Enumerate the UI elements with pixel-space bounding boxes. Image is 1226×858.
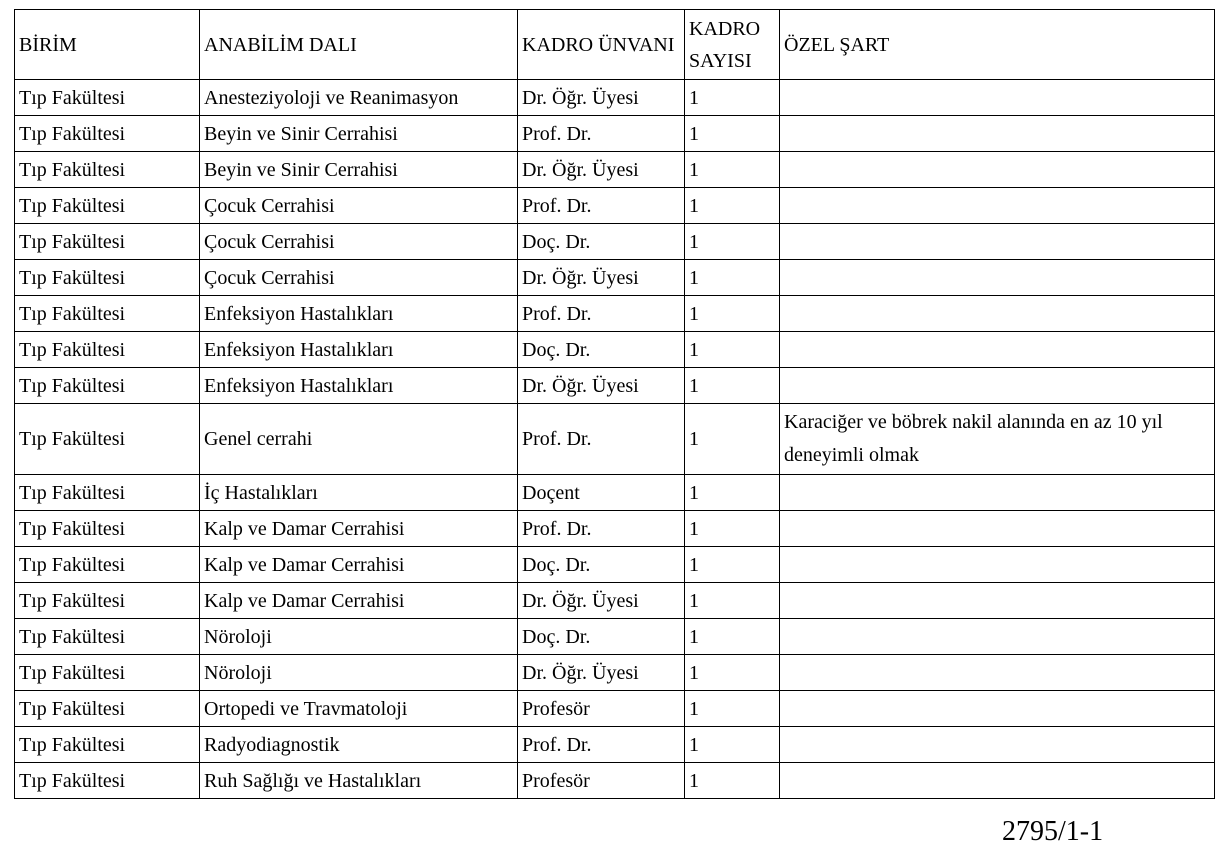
cell-kadro-sayisi: 1 <box>685 260 780 296</box>
cell-birim: Tıp Fakültesi <box>15 152 200 188</box>
table-row <box>15 188 1215 224</box>
table-body <box>15 80 1215 799</box>
cell-kadro-unvani: Dr. Öğr. Üyesi <box>518 583 685 619</box>
table-row <box>15 224 1215 260</box>
cell-kadro-unvani: Prof. Dr. <box>518 296 685 332</box>
table-header <box>15 10 1215 80</box>
table-row <box>15 80 1215 116</box>
cell-anabilim-dali: Kalp ve Damar Cerrahisi <box>200 547 518 583</box>
cell-birim: Tıp Fakültesi <box>15 511 200 547</box>
cell-anabilim-dali: Çocuk Cerrahisi <box>200 188 518 224</box>
cell-birim: Tıp Fakültesi <box>15 547 200 583</box>
cell-anabilim-dali: Nöroloji <box>200 655 518 691</box>
cell-ozel-sart: Karaciğer ve böbrek nakil alanında en az 10 yıl deneyimli olmak <box>780 404 1215 475</box>
cell-kadro-sayisi: 1 <box>685 80 780 116</box>
header-birim: BİRİM <box>15 10 200 80</box>
cell-anabilim-dali: Enfeksiyon Hastalıkları <box>200 368 518 404</box>
table-row <box>15 404 1215 475</box>
cell-kadro-unvani: Prof. Dr. <box>518 404 685 475</box>
cell-kadro-sayisi: 1 <box>685 475 780 511</box>
cell-kadro-sayisi: 1 <box>685 691 780 727</box>
cell-birim: Tıp Fakültesi <box>15 583 200 619</box>
header-anabilim-dali: ANABİLİM DALI <box>200 10 518 80</box>
cell-kadro-unvani: Dr. Öğr. Üyesi <box>518 655 685 691</box>
cell-ozel-sart <box>780 188 1215 224</box>
cell-birim: Tıp Fakültesi <box>15 368 200 404</box>
cell-kadro-sayisi: 1 <box>685 763 780 799</box>
table-row <box>15 260 1215 296</box>
cell-ozel-sart <box>780 80 1215 116</box>
cell-kadro-unvani: Prof. Dr. <box>518 188 685 224</box>
cell-birim: Tıp Fakültesi <box>15 763 200 799</box>
cell-ozel-sart <box>780 475 1215 511</box>
header-row <box>15 10 1215 80</box>
cell-kadro-sayisi: 1 <box>685 224 780 260</box>
cell-kadro-sayisi: 1 <box>685 188 780 224</box>
table-row <box>15 475 1215 511</box>
cell-kadro-unvani: Doç. Dr. <box>518 224 685 260</box>
cell-kadro-unvani: Dr. Öğr. Üyesi <box>518 80 685 116</box>
cell-kadro-sayisi: 1 <box>685 296 780 332</box>
cell-ozel-sart <box>780 296 1215 332</box>
cell-ozel-sart <box>780 547 1215 583</box>
cell-birim: Tıp Fakültesi <box>15 224 200 260</box>
cell-anabilim-dali: Enfeksiyon Hastalıkları <box>200 296 518 332</box>
header-ozel-sart: ÖZEL ŞART <box>780 10 1215 80</box>
document-number: 2795/1-1 <box>1002 816 1104 847</box>
cell-anabilim-dali: Radyodiagnostik <box>200 727 518 763</box>
table-row <box>15 763 1215 799</box>
cell-ozel-sart <box>780 691 1215 727</box>
cell-kadro-sayisi: 1 <box>685 511 780 547</box>
table-row <box>15 368 1215 404</box>
cell-kadro-unvani: Doç. Dr. <box>518 619 685 655</box>
cell-ozel-sart <box>780 655 1215 691</box>
cell-anabilim-dali: Ortopedi ve Travmatoloji <box>200 691 518 727</box>
cell-ozel-sart <box>780 727 1215 763</box>
cell-kadro-unvani: Dr. Öğr. Üyesi <box>518 152 685 188</box>
cell-kadro-sayisi: 1 <box>685 583 780 619</box>
cell-kadro-unvani: Doç. Dr. <box>518 547 685 583</box>
cell-birim: Tıp Fakültesi <box>15 404 200 475</box>
cell-kadro-sayisi: 1 <box>685 547 780 583</box>
cell-kadro-unvani: Prof. Dr. <box>518 116 685 152</box>
cell-anabilim-dali: Çocuk Cerrahisi <box>200 260 518 296</box>
cell-anabilim-dali: Genel cerrahi <box>200 404 518 475</box>
cell-anabilim-dali: Kalp ve Damar Cerrahisi <box>200 583 518 619</box>
cell-anabilim-dali: Nöroloji <box>200 619 518 655</box>
table-row <box>15 727 1215 763</box>
cell-ozel-sart <box>780 332 1215 368</box>
cell-kadro-unvani: Dr. Öğr. Üyesi <box>518 368 685 404</box>
table-row <box>15 691 1215 727</box>
cell-kadro-sayisi: 1 <box>685 619 780 655</box>
cell-anabilim-dali: Enfeksiyon Hastalıkları <box>200 332 518 368</box>
cell-kadro-sayisi: 1 <box>685 404 780 475</box>
cell-anabilim-dali: Ruh Sağlığı ve Hastalıkları <box>200 763 518 799</box>
cell-kadro-unvani: Prof. Dr. <box>518 511 685 547</box>
cell-kadro-unvani: Profesör <box>518 763 685 799</box>
cell-kadro-unvani: Prof. Dr. <box>518 727 685 763</box>
cell-birim: Tıp Fakültesi <box>15 332 200 368</box>
table-row <box>15 296 1215 332</box>
cell-ozel-sart <box>780 152 1215 188</box>
cell-kadro-unvani: Doç. Dr. <box>518 332 685 368</box>
cell-birim: Tıp Fakültesi <box>15 80 200 116</box>
cell-ozel-sart <box>780 763 1215 799</box>
cell-kadro-sayisi: 1 <box>685 332 780 368</box>
cell-anabilim-dali: Beyin ve Sinir Cerrahisi <box>200 116 518 152</box>
cell-ozel-sart <box>780 224 1215 260</box>
cell-anabilim-dali: Beyin ve Sinir Cerrahisi <box>200 152 518 188</box>
cell-kadro-sayisi: 1 <box>685 368 780 404</box>
cell-kadro-unvani: Profesör <box>518 691 685 727</box>
cell-ozel-sart <box>780 619 1215 655</box>
staff-position-table <box>14 9 1215 799</box>
cell-kadro-sayisi: 1 <box>685 152 780 188</box>
cell-ozel-sart <box>780 260 1215 296</box>
cell-birim: Tıp Fakültesi <box>15 655 200 691</box>
cell-anabilim-dali: Kalp ve Damar Cerrahisi <box>200 511 518 547</box>
header-kadro-unvani: KADRO ÜNVANI <box>518 10 685 80</box>
cell-birim: Tıp Fakültesi <box>15 260 200 296</box>
cell-birim: Tıp Fakültesi <box>15 296 200 332</box>
cell-birim: Tıp Fakültesi <box>15 188 200 224</box>
cell-kadro-unvani: Dr. Öğr. Üyesi <box>518 260 685 296</box>
cell-kadro-unvani: Doçent <box>518 475 685 511</box>
cell-anabilim-dali: İç Hastalıkları <box>200 475 518 511</box>
cell-birim: Tıp Fakültesi <box>15 691 200 727</box>
cell-kadro-sayisi: 1 <box>685 727 780 763</box>
cell-anabilim-dali: Çocuk Cerrahisi <box>200 224 518 260</box>
cell-birim: Tıp Fakültesi <box>15 727 200 763</box>
table-row <box>15 619 1215 655</box>
cell-ozel-sart <box>780 583 1215 619</box>
header-kadro-sayisi: KADRO SAYISI <box>685 10 780 80</box>
cell-ozel-sart <box>780 511 1215 547</box>
cell-kadro-sayisi: 1 <box>685 655 780 691</box>
table-row <box>15 583 1215 619</box>
table-row <box>15 655 1215 691</box>
cell-birim: Tıp Fakültesi <box>15 475 200 511</box>
cell-birim: Tıp Fakültesi <box>15 116 200 152</box>
cell-ozel-sart <box>780 368 1215 404</box>
cell-anabilim-dali: Anesteziyoloji ve Reanimasyon <box>200 80 518 116</box>
cell-kadro-sayisi: 1 <box>685 116 780 152</box>
table-row <box>15 332 1215 368</box>
table-row <box>15 116 1215 152</box>
table-row <box>15 511 1215 547</box>
cell-ozel-sart <box>780 116 1215 152</box>
table-row <box>15 152 1215 188</box>
table-row <box>15 547 1215 583</box>
cell-birim: Tıp Fakültesi <box>15 619 200 655</box>
